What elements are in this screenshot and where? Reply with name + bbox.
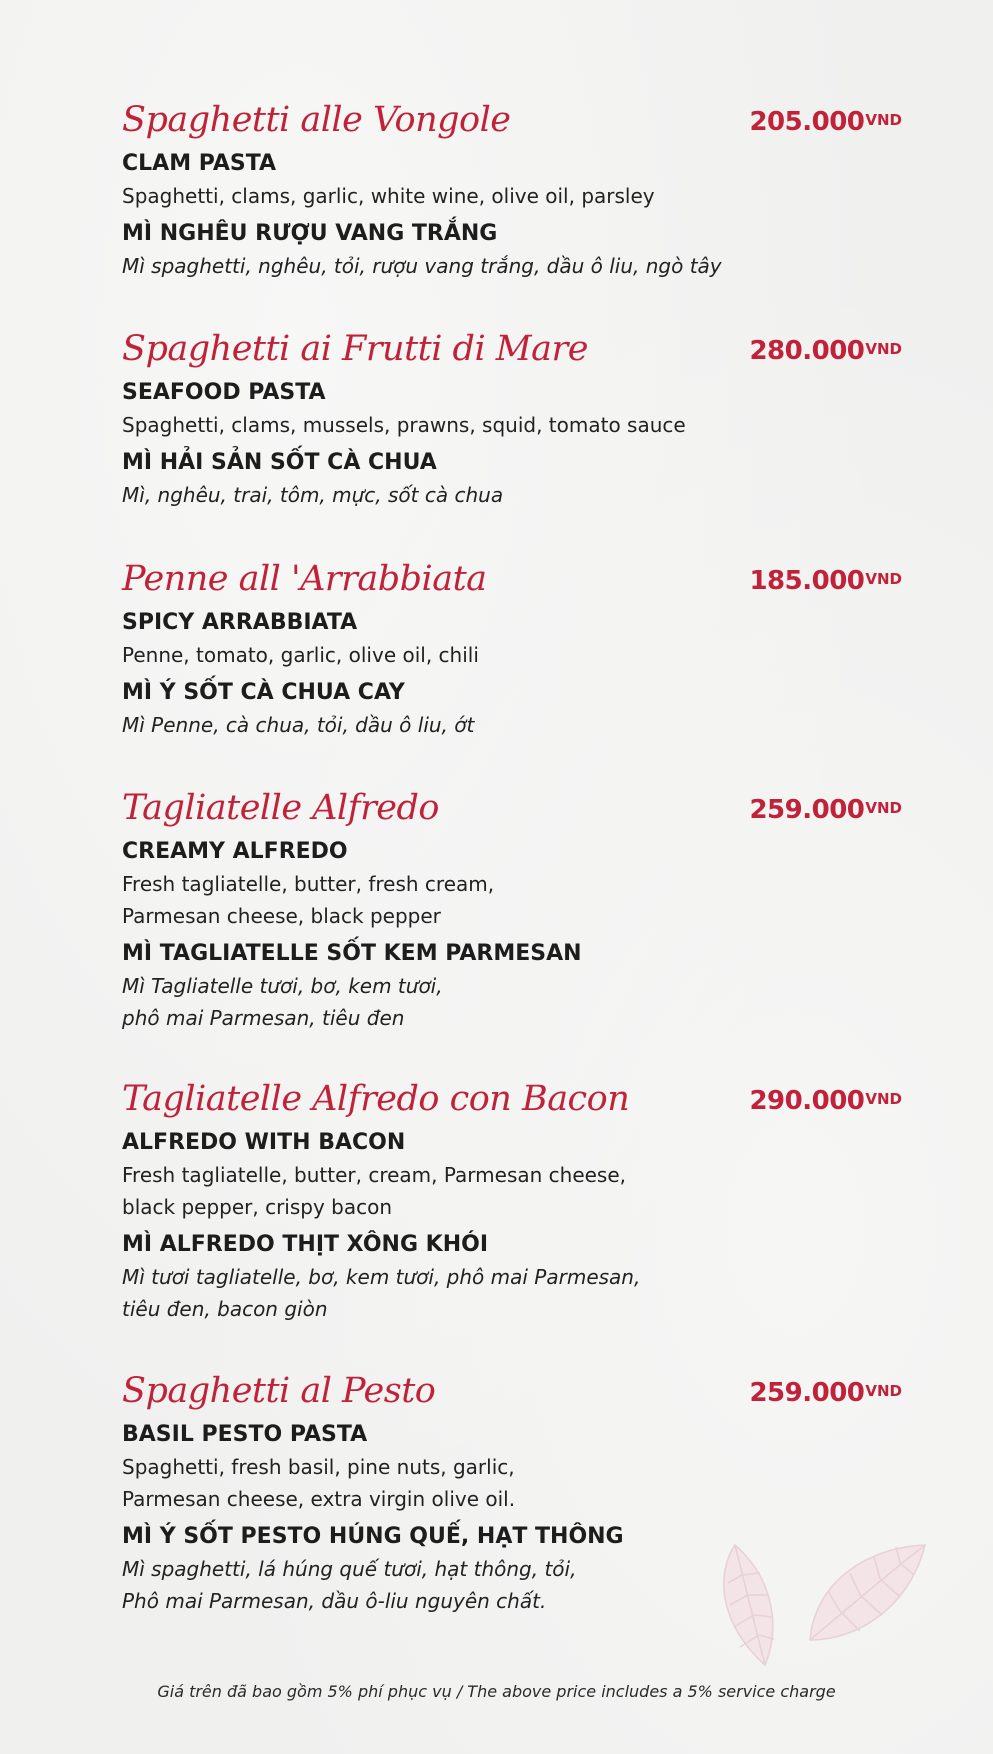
menu-item-alfredo-bacon — [122, 1077, 902, 1325]
dish-english-description-line-1: Fresh tagliatelle, butter, fresh cream, — [122, 872, 495, 896]
price-value: 205.000 — [749, 107, 865, 137]
price-currency: VND — [865, 340, 902, 358]
dish-english-description-line-2: black pepper, crispy bacon — [122, 1195, 393, 1219]
dish-english-title: SPICY ARRABBIATA — [122, 610, 358, 635]
dish-price — [749, 106, 902, 138]
dish-vietnamese-title: MÌ HẢI SẢN SỐT CÀ CHUA — [122, 450, 437, 475]
menu-item-vongole — [122, 98, 902, 282]
dish-english-description: Spaghetti, clams, garlic, white wine, olive oil, parsley — [122, 184, 655, 208]
price-currency: VND — [865, 570, 902, 588]
dish-script-name: Spaghetti ai Frutti di Mare — [122, 329, 588, 369]
dish-english-description-line-1: Fresh tagliatelle, butter, cream, Parmesan cheese, — [122, 1163, 627, 1187]
dish-english-title: BASIL PESTO PASTA — [122, 1422, 368, 1447]
menu-item-frutti-di-mare — [122, 327, 902, 511]
dish-script-name: Spaghetti al Pesto — [122, 1371, 436, 1411]
dish-price — [749, 565, 902, 597]
dish-script-name: Tagliatelle Alfredo con Bacon — [122, 1079, 630, 1119]
dish-english-title: CREAMY ALFREDO — [122, 839, 348, 864]
menu-item-arrabbiata — [122, 557, 902, 741]
dish-vietnamese-title: MÌ ALFREDO THỊT XÔNG KHÓI — [122, 1232, 489, 1257]
dish-script-name: Tagliatelle Alfredo — [122, 788, 440, 828]
price-currency: VND — [865, 799, 902, 817]
leaf-icon — [710, 1535, 930, 1675]
dish-english-title: ALFREDO WITH BACON — [122, 1130, 406, 1155]
price-value: 185.000 — [749, 566, 865, 596]
dish-vietnamese-title: MÌ NGHÊU RƯỢU VANG TRẮNG — [122, 221, 498, 246]
dish-price — [749, 1085, 902, 1117]
price-value: 259.000 — [749, 795, 865, 825]
dish-script-name: Penne all 'Arrabbiata — [122, 559, 487, 599]
dish-vietnamese-description-line-1: Mì Tagliatelle tươi, bơ, kem tươi, — [122, 974, 443, 998]
dish-vietnamese-description: Mì spaghetti, nghêu, tỏi, rượu vang trắng, dầu ô liu, ngò tây — [122, 254, 722, 278]
dish-price — [749, 335, 902, 367]
dish-vietnamese-description: Mì Penne, cà chua, tỏi, dầu ô liu, ớt — [122, 713, 475, 737]
dish-english-title: SEAFOOD PASTA — [122, 380, 326, 405]
dish-english-description: Penne, tomato, garlic, olive oil, chili — [122, 643, 479, 667]
dish-price — [749, 794, 902, 826]
dish-vietnamese-description-line-2: tiêu đen, bacon giòn — [122, 1297, 328, 1321]
dish-vietnamese-title: MÌ Ý SỐT CÀ CHUA CAY — [122, 680, 405, 705]
dish-english-description-line-2: Parmesan cheese, extra virgin olive oil. — [122, 1487, 516, 1511]
dish-english-description-line-1: Spaghetti, fresh basil, pine nuts, garlic, — [122, 1455, 515, 1479]
dish-vietnamese-description-line-2: Phô mai Parmesan, dầu ô-liu nguyên chất. — [122, 1589, 547, 1613]
service-charge-note: Giá trên đã bao gồm 5% phí phục vụ / The above price includes a 5% service charge — [157, 1682, 836, 1701]
dish-price — [749, 1377, 902, 1409]
menu-item-tagliatelle-alfredo — [122, 786, 902, 1034]
dish-vietnamese-description-line-1: Mì spaghetti, lá húng quế tươi, hạt thông, tỏi, — [122, 1557, 577, 1581]
price-value: 280.000 — [749, 336, 865, 366]
dish-english-description-line-2: Parmesan cheese, black pepper — [122, 904, 441, 928]
price-value: 290.000 — [749, 1086, 865, 1116]
dish-script-name: Spaghetti alle Vongole — [122, 100, 511, 140]
price-currency: VND — [865, 111, 902, 129]
price-currency: VND — [865, 1382, 902, 1400]
dish-english-title: CLAM PASTA — [122, 151, 277, 176]
dish-vietnamese-title: MÌ Ý SỐT PESTO HÚNG QUẾ, HẠT THÔNG — [122, 1524, 624, 1549]
dish-vietnamese-description-line-1: Mì tươi tagliatelle, bơ, kem tươi, phô mai Parmesan, — [122, 1265, 641, 1289]
dish-vietnamese-title: MÌ TAGLIATELLE SỐT KEM PARMESAN — [122, 941, 582, 966]
dish-vietnamese-description-line-2: phô mai Parmesan, tiêu đen — [122, 1006, 405, 1030]
dish-vietnamese-description: Mì, nghêu, trai, tôm, mực, sốt cà chua — [122, 483, 504, 507]
price-value: 259.000 — [749, 1378, 865, 1408]
dish-english-description: Spaghetti, clams, mussels, prawns, squid, tomato sauce — [122, 413, 686, 437]
price-currency: VND — [865, 1090, 902, 1108]
